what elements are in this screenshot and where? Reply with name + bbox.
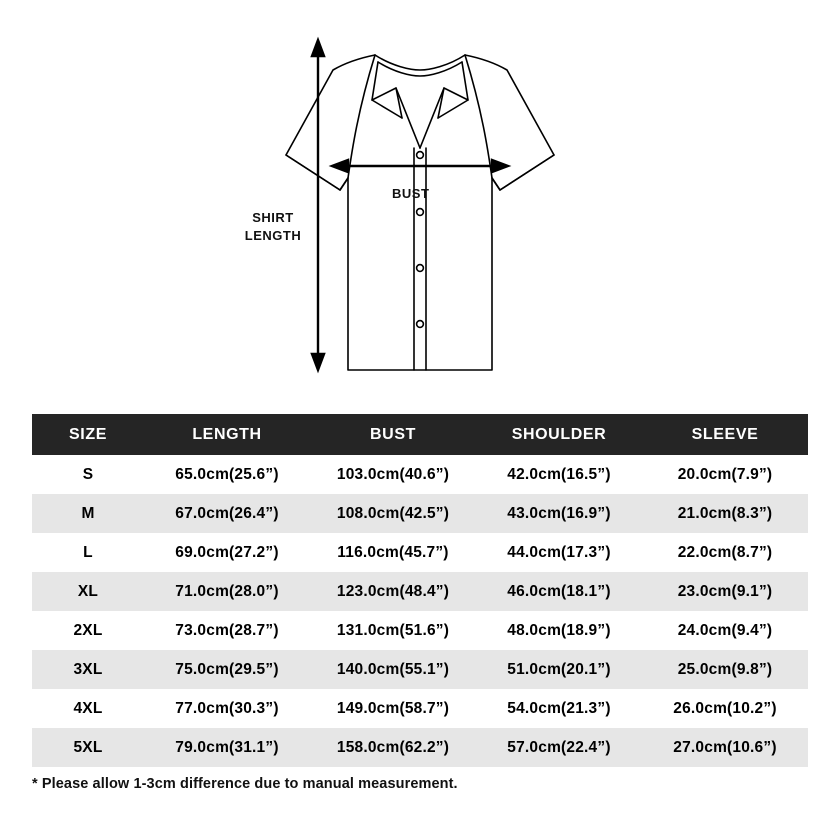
column-header-bust: BUST [310,414,476,455]
column-header-shoulder: SHOULDER [476,414,642,455]
cell-shoulder: 44.0cm(17.3”) [476,533,642,572]
cell-shoulder: 42.0cm(16.5”) [476,455,642,494]
table-header-row [32,414,808,455]
cell-shoulder: 43.0cm(16.9”) [476,494,642,533]
cell-length: 73.0cm(28.7”) [144,611,310,650]
cell-length: 77.0cm(30.3”) [144,689,310,728]
measurement-footnote: * Please allow 1-3cm difference due to manual measurement. [32,776,458,792]
cell-length: 69.0cm(27.2”) [144,533,310,572]
size-chart-diagram [0,0,840,400]
column-header-sleeve: SLEEVE [642,414,808,455]
cell-shoulder: 46.0cm(18.1”) [476,572,642,611]
cell-length: 67.0cm(26.4”) [144,494,310,533]
cell-size: L [32,533,144,572]
cell-bust: 116.0cm(45.7”) [310,533,476,572]
shirt-length-measure-label [238,209,308,244]
bust-measure-label: BUST [392,186,430,201]
column-header-size: SIZE [32,414,144,455]
cell-bust: 123.0cm(48.4”) [310,572,476,611]
cell-sleeve: 23.0cm(9.1”) [642,572,808,611]
cell-length: 71.0cm(28.0”) [144,572,310,611]
cell-sleeve: 22.0cm(8.7”) [642,533,808,572]
cell-sleeve: 20.0cm(7.9”) [642,455,808,494]
table-row [32,650,808,689]
cell-bust: 140.0cm(55.1”) [310,650,476,689]
cell-bust: 149.0cm(58.7”) [310,689,476,728]
table-row [32,572,808,611]
cell-shoulder: 54.0cm(21.3”) [476,689,642,728]
shirt-length-label-line1: SHIRT [252,210,294,225]
cell-sleeve: 24.0cm(9.4”) [642,611,808,650]
cell-sleeve: 25.0cm(9.8”) [642,650,808,689]
cell-bust: 158.0cm(62.2”) [310,728,476,767]
shirt-length-label-line2: LENGTH [244,227,302,243]
cell-sleeve: 21.0cm(8.3”) [642,494,808,533]
cell-bust: 103.0cm(40.6”) [310,455,476,494]
table-row [32,494,808,533]
cell-size: 3XL [32,650,144,689]
table-row [32,689,808,728]
cell-sleeve: 26.0cm(10.2”) [642,689,808,728]
size-table [32,414,808,767]
cell-shoulder: 51.0cm(20.1”) [476,650,642,689]
cell-size: M [32,494,144,533]
table-row [32,533,808,572]
cell-length: 65.0cm(25.6”) [144,455,310,494]
cell-size: 4XL [32,689,144,728]
table-body [32,455,808,767]
cell-size: XL [32,572,144,611]
cell-length: 79.0cm(31.1”) [144,728,310,767]
table-row [32,728,808,767]
cell-size: 2XL [32,611,144,650]
table-row [32,455,808,494]
cell-bust: 131.0cm(51.6”) [310,611,476,650]
size-table-container [32,414,808,767]
cell-shoulder: 57.0cm(22.4”) [476,728,642,767]
cell-size: S [32,455,144,494]
cell-sleeve: 27.0cm(10.6”) [642,728,808,767]
cell-length: 75.0cm(29.5”) [144,650,310,689]
table-header [32,414,808,455]
table-row [32,611,808,650]
cell-shoulder: 48.0cm(18.9”) [476,611,642,650]
cell-size: 5XL [32,728,144,767]
cell-bust: 108.0cm(42.5”) [310,494,476,533]
column-header-length: LENGTH [144,414,310,455]
